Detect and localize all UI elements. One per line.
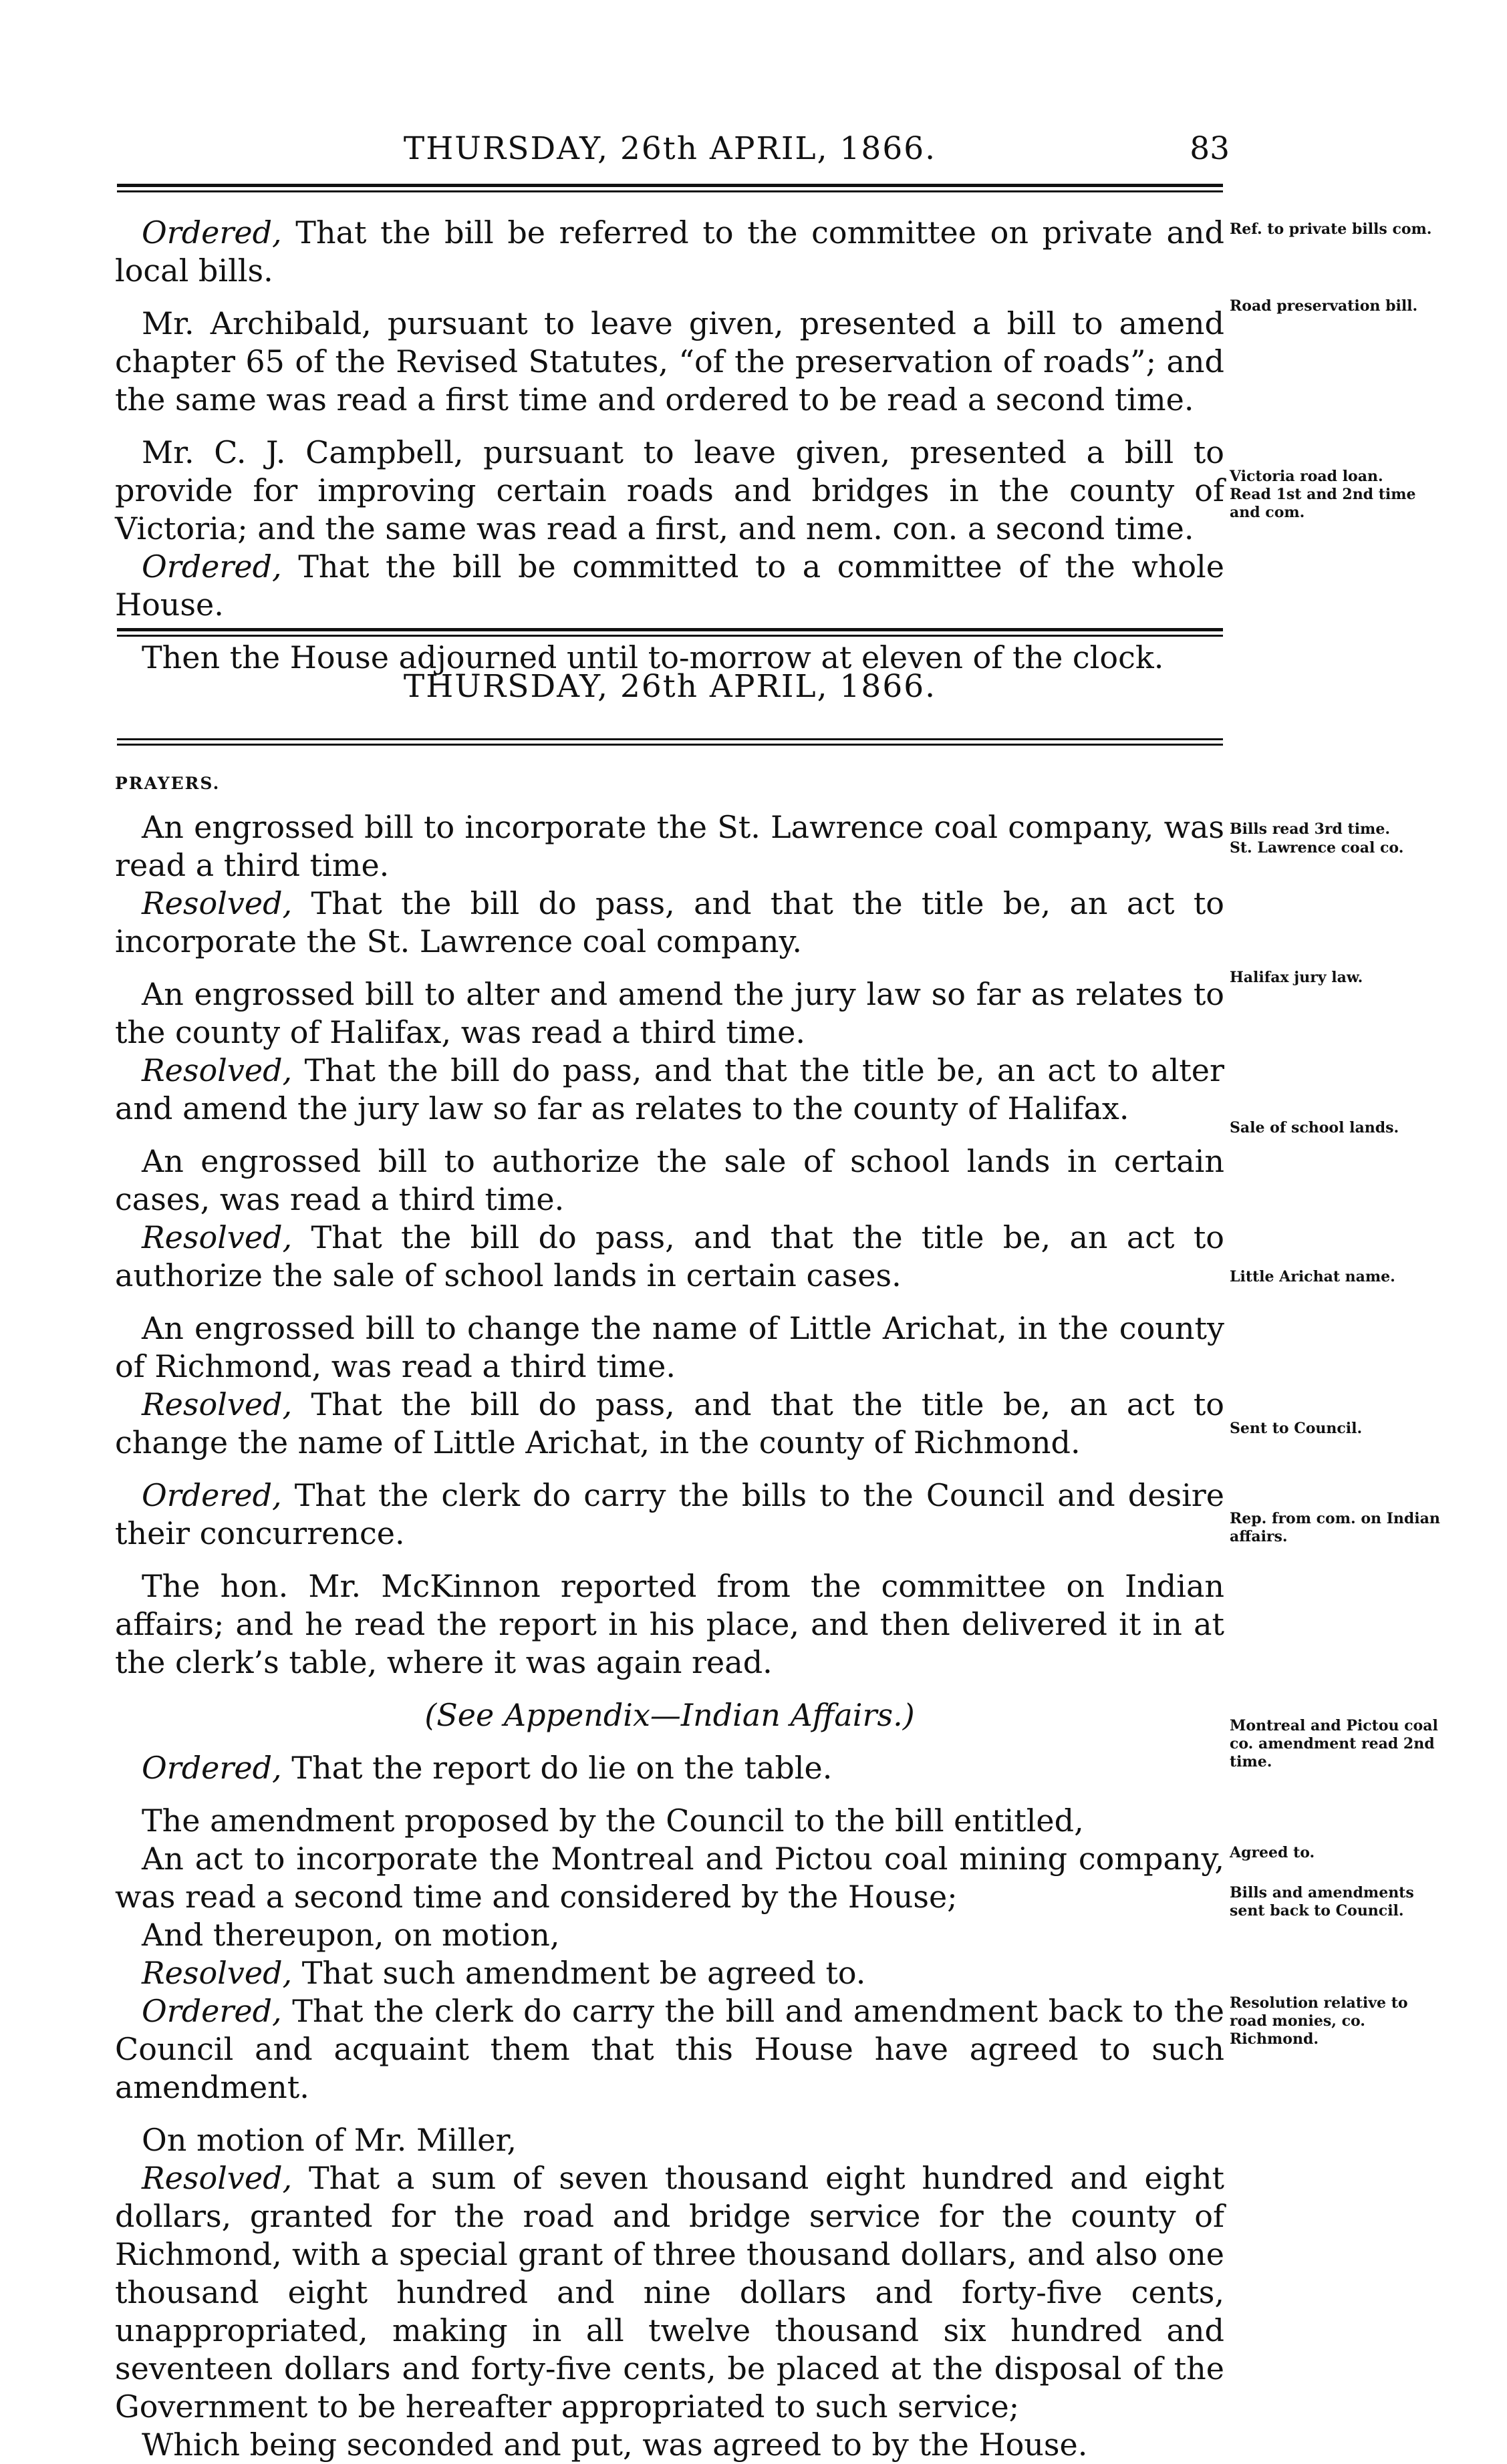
header-rule bbox=[117, 184, 1223, 192]
paragraph-text: On motion of Mr. Miller, bbox=[142, 2122, 517, 2158]
paragraph-lead: Resolved, bbox=[142, 1052, 293, 1088]
paragraph-text: That the bill do pass, and that the title be, an act to alter and amend the jury law so far as relates to the county of Halifax. bbox=[115, 1052, 1224, 1126]
page-number: 83 bbox=[1190, 130, 1230, 167]
paragraph-text: An act to incorporate the Montreal and Pictou coal mining company, was read a second time and considered by the House; bbox=[115, 1841, 1224, 1915]
paragraph-text: That the report do lie on the table. bbox=[281, 1750, 833, 1786]
section2-body bbox=[115, 808, 1224, 2464]
paragraph-text: That the clerk do carry the bills to the Council and desire their concurrence. bbox=[115, 1477, 1224, 1551]
paragraph-lead: Resolved, bbox=[142, 1955, 293, 1991]
appendix-reference bbox=[115, 1696, 1224, 1734]
margin-note: Sale of school lands. bbox=[1230, 1119, 1399, 1136]
paragraph-lead: Ordered, bbox=[142, 1993, 282, 2029]
margin-note: Halifax jury law. bbox=[1230, 969, 1363, 986]
paragraph-lead: Resolved, bbox=[142, 2160, 293, 2196]
paragraph bbox=[115, 1749, 1224, 1787]
paragraph-text: (See Appendix—Indian Affairs.) bbox=[424, 1697, 915, 1733]
margin-note: Sent to Council. bbox=[1230, 1420, 1363, 1437]
paragraph-lead: Resolved, bbox=[142, 1219, 293, 1255]
margin-note: Read 1st and 2nd time and com. bbox=[1230, 486, 1416, 521]
paragraph bbox=[115, 1802, 1224, 1840]
paragraph bbox=[115, 1916, 1224, 1954]
margin-note: Agreed to. bbox=[1230, 1844, 1315, 1861]
paragraph bbox=[115, 434, 1224, 548]
section-title-rule bbox=[117, 738, 1223, 746]
paragraph-text: That a sum of seven thousand eight hundred and eight dollars, granted for the road and bridge service for the county of Richmond, with a special grant of three thousand dollars, and also one thousand eight hundred and nine dollars and forty-five cents, unappropriated, making in all twelve thousand six hundred and seventeen dollars and forty-five cents, be placed at the disposal of the Government to be hereafter appropriated to such service; bbox=[115, 2160, 1224, 2425]
paragraph-lead: Resolved, bbox=[142, 885, 293, 921]
paragraph-text: The hon. Mr. McKinnon reported from the committee on Indian affairs; and he read the report in his place, and then delivered it in at the clerk’s table, where it was again read. bbox=[115, 1568, 1224, 1680]
paragraph bbox=[115, 2121, 1224, 2159]
paragraph-text: That the bill do pass, and that the title be, an act to authorize the sale of school lands in certain cases. bbox=[115, 1219, 1224, 1293]
paragraph-lead: Ordered, bbox=[142, 1477, 282, 1513]
paragraph-lead: Ordered, bbox=[142, 214, 282, 251]
paragraph-text: That such amendment be agreed to. bbox=[292, 1955, 866, 1991]
running-header bbox=[117, 130, 1230, 177]
margin-note: Resolution relative to road monies, co. Richmond. bbox=[1230, 1994, 1408, 2048]
margin-note: St. Lawrence coal co. bbox=[1230, 839, 1404, 857]
paragraph-text: An engrossed bill to incorporate the St. Lawrence coal company, was read a third time. bbox=[115, 809, 1224, 883]
paragraph bbox=[115, 1477, 1224, 1553]
paragraph-text: Mr. Archibald, pursuant to leave given, presented a bill to amend chapter 65 of the Revised Statutes, “of the preservation of roads”; and the same was read a first time and ordered to be read a second time. bbox=[115, 305, 1224, 418]
paragraph bbox=[115, 2426, 1224, 2464]
paragraph-text: An engrossed bill to alter and amend the jury law so far as relates to the county of Halifax, was read a third time. bbox=[115, 976, 1224, 1050]
paragraph bbox=[115, 1567, 1224, 1682]
margin-note: Bills and amendments sent back to Council. bbox=[1230, 1884, 1414, 1919]
margin-note: Road preservation bill. bbox=[1230, 297, 1418, 315]
paragraph bbox=[115, 1840, 1224, 1916]
paragraph bbox=[115, 1310, 1224, 1386]
section1-body bbox=[115, 214, 1224, 677]
paragraph-lead: Ordered, bbox=[142, 549, 282, 585]
margin-note: Little Arichat name. bbox=[1230, 1268, 1395, 1285]
paragraph bbox=[115, 885, 1224, 961]
paragraph-text: And thereupon, on motion, bbox=[142, 1917, 560, 1953]
paragraph bbox=[115, 2159, 1224, 2426]
margin-note: Victoria road loan. bbox=[1230, 468, 1383, 485]
prayers-heading: PRAYERS. bbox=[115, 774, 221, 793]
paragraph bbox=[115, 1992, 1224, 2107]
paragraph-text: Mr. C. J. Campbell, pursuant to leave given, presented a bill to provide for improving certain roads and bridges in the county of Victoria; and the same was read a first, and nem. con. a second time. bbox=[115, 434, 1224, 547]
paragraph bbox=[115, 808, 1224, 885]
margin-note: Rep. from com. on Indian affairs. bbox=[1230, 1510, 1440, 1545]
paragraph-text: That the bill do pass, and that the title be, an act to change the name of Little Arichat, in the county of Richmond. bbox=[115, 1386, 1224, 1460]
paragraph-text: That the bill be committed to a committee of the whole House. bbox=[115, 549, 1224, 623]
paragraph bbox=[115, 1386, 1224, 1462]
paragraph-text: That the clerk do carry the bill and amendment back to the Council and acquaint them that this House have agreed to such amendment. bbox=[115, 1993, 1224, 2105]
paragraph bbox=[115, 1219, 1224, 1295]
paragraph bbox=[115, 1052, 1224, 1128]
paragraph bbox=[115, 305, 1224, 419]
paragraph-text: That the bill be referred to the committee on private and local bills. bbox=[115, 214, 1224, 289]
paragraph bbox=[115, 214, 1224, 290]
paragraph-text: An engrossed bill to change the name of Little Arichat, in the county of Richmond, was read a third time. bbox=[115, 1310, 1224, 1384]
paragraph-lead: Resolved, bbox=[142, 1386, 293, 1422]
paragraph-text: Which being seconded and put, was agreed to by the House. bbox=[142, 2427, 1088, 2463]
paragraph-lead: Ordered, bbox=[142, 1750, 282, 1786]
margin-note: Montreal and Pictou coal co. amendment read 2nd time. bbox=[1230, 1717, 1438, 1770]
paragraph-text: That the bill do pass, and that the title be, an act to incorporate the St. Lawrence coal company. bbox=[115, 885, 1224, 959]
paragraph bbox=[115, 1142, 1224, 1219]
section-divider bbox=[117, 628, 1223, 637]
margin-note: Ref. to private bills com. bbox=[1230, 220, 1432, 238]
paragraph bbox=[115, 1954, 1224, 1992]
paragraph-text: Then the House adjourned until to-morrow at eleven of the clock. bbox=[142, 639, 1164, 675]
section-title: THURSDAY, 26th APRIL, 1866. bbox=[403, 668, 937, 705]
paragraph bbox=[115, 975, 1224, 1052]
paragraph-text: The amendment proposed by the Council to the bill entitled, bbox=[142, 1803, 1084, 1839]
header-title: THURSDAY, 26th APRIL, 1866. bbox=[403, 130, 937, 167]
paragraph-text: An engrossed bill to authorize the sale of school lands in certain cases, was read a third time. bbox=[115, 1143, 1224, 1217]
margin-note: Bills read 3rd time. bbox=[1230, 820, 1390, 838]
paragraph bbox=[115, 548, 1224, 624]
